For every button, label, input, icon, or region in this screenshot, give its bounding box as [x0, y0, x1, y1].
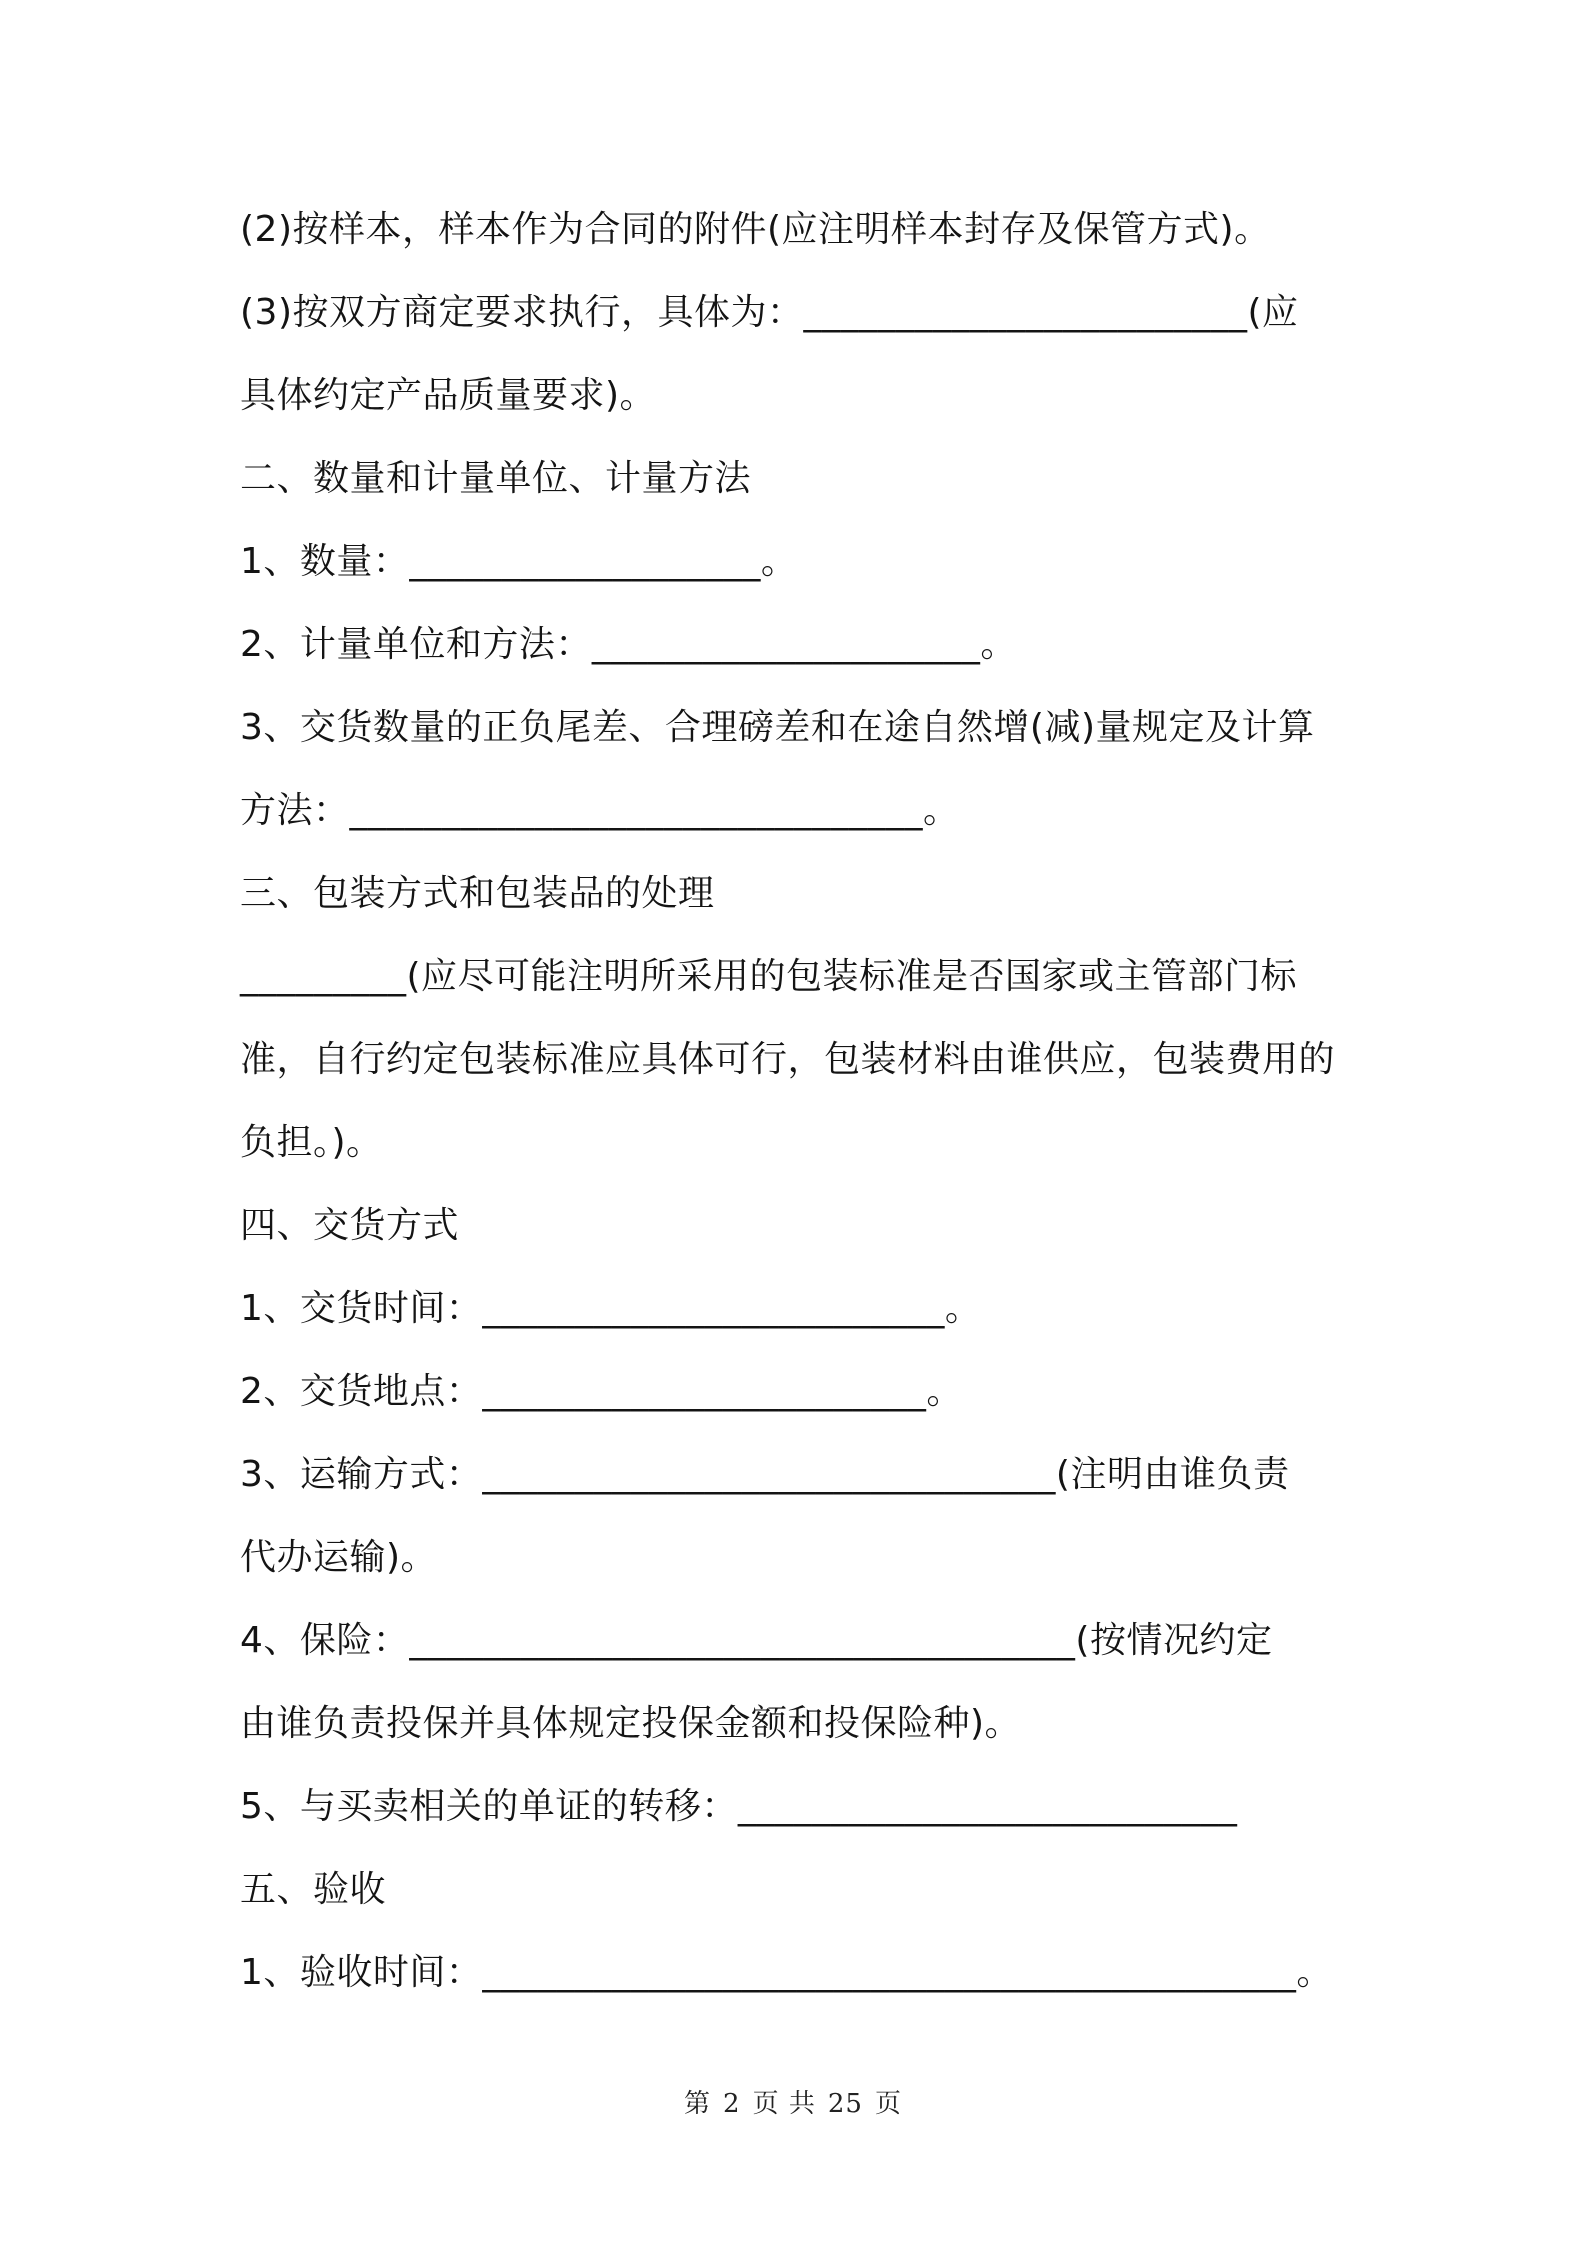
- text-line: (2)按样本，样本作为合同的附件(应注明样本封存及保管方式)。: [240, 209, 1271, 250]
- text-line: 2、交货地点：________________________。: [240, 1371, 963, 1412]
- footer-total-pages: 25: [827, 2089, 863, 2119]
- text-line: 1、验收时间：____________________________________________。: [240, 1952, 1333, 1993]
- text-line: 具体约定产品质量要求)。: [240, 375, 657, 416]
- text-line: 3、运输方式：_______________________________(注明由谁负责: [240, 1454, 1290, 1495]
- text-line: 由谁负责投保并具体规定投保金额和投保险种)。: [240, 1703, 1022, 1744]
- footer-mid: 页 共: [752, 2089, 816, 2119]
- section-heading: 四、交货方式: [240, 1205, 460, 1246]
- text-line: _________(应尽可能注明所采用的包装标准是否国家或主管部门标: [240, 956, 1298, 997]
- text-line: 5、与买卖相关的单证的转移：___________________________: [240, 1786, 1238, 1827]
- section-heading: 三、包装方式和包装品的处理: [240, 873, 715, 914]
- text-line: 准，自行约定包装标准应具体可行，包装材料由谁供应，包装费用的: [240, 1039, 1336, 1080]
- section-heading: 二、数量和计量单位、计量方法: [240, 458, 752, 499]
- text-line: 代办运输)。: [240, 1537, 438, 1578]
- text-line: 1、交货时间：_________________________。: [240, 1288, 982, 1329]
- text-line: 负担。)。: [240, 1122, 383, 1163]
- text-line: 方法：_______________________________。: [240, 790, 960, 831]
- footer-suffix: 页: [874, 2089, 902, 2119]
- text-line: 1、数量：___________________。: [240, 541, 798, 582]
- text-line: 2、计量单位和方法：_____________________。: [240, 624, 1017, 665]
- footer-current-page: 2: [723, 2089, 741, 2119]
- page-footer: [0, 2088, 1586, 2120]
- section-heading: 五、验收: [240, 1869, 387, 1910]
- text-line: (3)按双方商定要求执行，具体为：________________________(应: [240, 292, 1299, 333]
- text-line: 4、保险：____________________________________(按情况约定: [240, 1620, 1273, 1661]
- text-line: 3、交货数量的正负尾差、合理磅差和在途自然增(减)量规定及计算: [240, 707, 1315, 748]
- footer-prefix: 第: [684, 2089, 712, 2119]
